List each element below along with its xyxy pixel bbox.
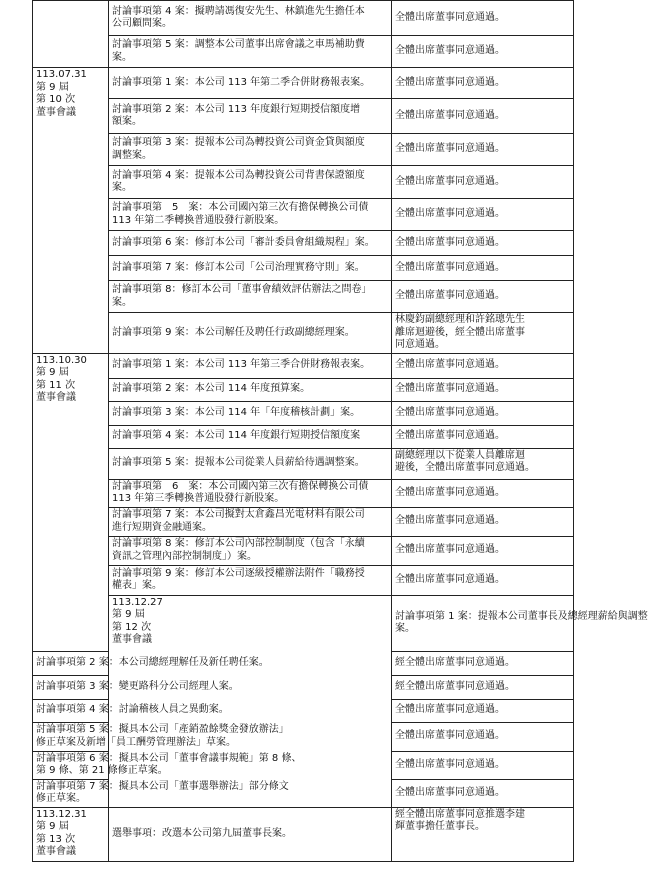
resolution-result bbox=[392, 479, 574, 507]
agenda-item-line: 第 9 條、第 21 條修正草案。 bbox=[36, 765, 168, 776]
agenda-item-line: 討論事項第 1 案：本公司 113 年第二季合併財務報表案。 bbox=[112, 76, 371, 88]
agenda-item bbox=[109, 807, 392, 861]
table-row bbox=[33, 353, 574, 378]
resolution-result-text: 全體出席董事同意通過。 bbox=[395, 143, 505, 155]
agenda-item bbox=[109, 199, 392, 231]
agenda-item bbox=[109, 313, 392, 354]
table-row bbox=[33, 199, 574, 231]
agenda-item-line: 額案。 bbox=[112, 116, 142, 127]
meeting-date: 113.10.30 bbox=[36, 354, 87, 366]
agenda-item bbox=[109, 134, 392, 166]
agenda-item-line: 討論事項第 2 案：本公司 113 年度銀行短期授信額度增 bbox=[112, 103, 361, 115]
resolution-result bbox=[392, 313, 574, 354]
table-row bbox=[33, 425, 574, 448]
table-row bbox=[33, 565, 574, 595]
resolution-result-text: 經全體出席董事同意通過。 bbox=[395, 656, 515, 668]
resolution-result-line: 避後，全體出席董事同意通過。 bbox=[395, 462, 535, 473]
agenda-item bbox=[109, 565, 392, 595]
resolution-result bbox=[392, 99, 574, 134]
table-row bbox=[33, 401, 574, 425]
agenda-item-line: 案。 bbox=[395, 623, 415, 634]
meeting-date: 113.07.31 bbox=[36, 69, 87, 80]
resolution-result bbox=[392, 779, 574, 807]
resolution-result bbox=[392, 751, 574, 779]
agenda-item-line: 公司顧問案。 bbox=[112, 18, 172, 29]
agenda-item bbox=[109, 99, 392, 134]
resolution-result-text: 經全體出席董事同意通過。 bbox=[395, 680, 515, 692]
agenda-item-line: 113 年第三季轉換普通股發行新股案。 bbox=[112, 493, 285, 504]
agenda-item bbox=[109, 281, 392, 313]
resolution-result bbox=[392, 565, 574, 595]
resolution-result-text: 全體出席董事同意通過。 bbox=[395, 486, 505, 498]
agenda-item-line: 調整案。 bbox=[112, 149, 152, 161]
resolution-result-text: 全體出席董事同意通過。 bbox=[395, 786, 505, 798]
agenda-item bbox=[109, 353, 392, 378]
agenda-item-line: 討論事項第 3 案：提報本公司為轉投資公司資金貸與額度 bbox=[112, 137, 365, 148]
agenda-item-line: 討論事項第 8：修訂本公司「董事會績效評估辦法之問卷」 bbox=[112, 284, 372, 295]
meeting-body: 董事會議 bbox=[36, 106, 76, 118]
agenda-item bbox=[109, 536, 392, 565]
table-row bbox=[33, 807, 574, 861]
resolution-result-text: 全體出席董事同意通過。 bbox=[395, 758, 505, 770]
resolution-result-line: 輝董事擔任董事長。 bbox=[395, 821, 485, 832]
agenda-item bbox=[109, 1, 392, 36]
meeting-cell-continued bbox=[33, 1, 109, 68]
table-row bbox=[33, 479, 574, 507]
agenda-item-line: 討論事項第 2 案：本公司 114 年度預算案。 bbox=[112, 383, 311, 395]
board-resolutions-table bbox=[32, 0, 648, 862]
table-row bbox=[33, 448, 574, 479]
agenda-item bbox=[109, 479, 392, 507]
agenda-item-line: 113 年第二季轉換普通股發行新股案。 bbox=[112, 214, 285, 226]
resolution-result bbox=[392, 199, 574, 231]
agenda-item bbox=[33, 699, 229, 722]
meeting-term: 第 9 屆 bbox=[112, 609, 145, 620]
agenda-item-line: 討論事項第 4 案：討論稽核人員之異動案。 bbox=[36, 704, 229, 716]
resolution-result bbox=[392, 231, 574, 256]
agenda-item bbox=[109, 401, 392, 425]
agenda-item bbox=[109, 507, 392, 536]
resolution-result-text: 全體出席董事同意通過。 bbox=[395, 730, 505, 742]
resolution-result bbox=[392, 353, 574, 378]
agenda-item bbox=[109, 68, 392, 99]
agenda-item-line: 討論事項第 3 案：變更路科分公司經理人案。 bbox=[36, 680, 239, 692]
resolution-result bbox=[392, 651, 574, 675]
meeting-cell bbox=[33, 807, 109, 861]
meeting-term: 第 9 屆 bbox=[36, 81, 69, 93]
agenda-item-line: 討論事項第 7 案：擬具本公司「董事選舉辦法」部分條文 bbox=[36, 780, 289, 792]
resolution-result-text: 全體出席董事同意通過。 bbox=[395, 175, 505, 187]
resolution-result bbox=[392, 507, 574, 536]
meeting-session: 第 13 次 bbox=[36, 833, 76, 845]
resolution-result bbox=[392, 68, 574, 99]
agenda-item-line: 討論事項第 4 案：本公司 114 年度銀行短期授信額度案 bbox=[112, 430, 361, 442]
agenda-item bbox=[33, 751, 302, 779]
meeting-cell bbox=[33, 68, 109, 354]
meeting-session: 第 10 次 bbox=[36, 94, 76, 105]
agenda-item-line: 討論事項第 4 案：擬聘請馮復安先生、林鎮進先生擔任本 bbox=[112, 5, 365, 17]
table-row bbox=[33, 313, 574, 354]
agenda-item bbox=[109, 425, 392, 448]
resolution-result-text: 全體出席董事同意通過。 bbox=[395, 383, 505, 395]
agenda-item-line: 討論事項第 3 案：本公司 114 年「年度稽核計劃」案。 bbox=[112, 406, 361, 418]
meeting-term: 第 9 屆 bbox=[36, 367, 69, 378]
resolution-result bbox=[392, 378, 574, 401]
agenda-item-line: 案。 bbox=[112, 51, 132, 63]
agenda-item bbox=[392, 595, 648, 651]
agenda-item-line: 案。 bbox=[112, 182, 132, 193]
resolution-result-text: 全體出席董事同意通過。 bbox=[395, 11, 505, 23]
resolution-result-text: 全體出席董事同意通過。 bbox=[395, 236, 505, 248]
table-row bbox=[33, 256, 574, 281]
resolution-result bbox=[392, 134, 574, 166]
resolution-result-text: 全體出席董事同意通過。 bbox=[395, 544, 505, 556]
resolution-result-line: 副總經理以下從業人員離席迴 bbox=[395, 449, 525, 461]
agenda-item-line: 討論事項第 7 案：修訂本公司「公司治理實務守則」案。 bbox=[112, 261, 365, 273]
resolution-result bbox=[392, 536, 574, 565]
resolution-result bbox=[392, 425, 574, 448]
agenda-item bbox=[33, 651, 269, 675]
table-row bbox=[33, 507, 574, 536]
agenda-item-line: 討論事項第 9 案：本公司解任及聘任行政副總經理案。 bbox=[112, 326, 355, 338]
agenda-item-line: 討論事項第 6 案：本公司國內第三次有擔保轉換公司債 bbox=[112, 480, 369, 492]
table-row bbox=[33, 281, 574, 313]
agenda-item-line: 資訊之管理內部控制制度」）案。 bbox=[112, 550, 257, 562]
agenda-item-line: 討論事項第 2 案：本公司總經理解任及新任聘任案。 bbox=[36, 656, 269, 668]
meeting-term: 第 9 屆 bbox=[36, 821, 69, 832]
agenda-item bbox=[109, 231, 392, 256]
agenda-item bbox=[109, 166, 392, 199]
resolution-result bbox=[392, 722, 574, 751]
agenda-item-line: 討論事項第 5 案：提報本公司從業人員薪給待遇調整案。 bbox=[112, 457, 365, 469]
table-row bbox=[33, 36, 574, 68]
resolution-result bbox=[392, 401, 574, 425]
resolution-result-text: 全體出席董事同意通過。 bbox=[395, 76, 505, 88]
agenda-item bbox=[109, 36, 392, 68]
agenda-item-line: 討論事項第 9 案：修訂本公司逐級授權辦法附件「職務授 bbox=[112, 567, 365, 579]
agenda-item-line: 討論事項第 7 案：本公司擬對太倉鑫昌光電材料有限公司 bbox=[112, 509, 365, 520]
meeting-date: 113.12.27 bbox=[112, 596, 163, 608]
table-row bbox=[33, 99, 574, 134]
resolution-result bbox=[392, 1, 574, 36]
resolution-result-text: 全體出席董事同意通過。 bbox=[395, 208, 505, 220]
agenda-item-line: 討論事項第 8 案：修訂本公司內部控制制度（包含「永續 bbox=[112, 538, 365, 549]
resolution-result-text: 全體出席董事同意通過。 bbox=[395, 109, 505, 121]
resolution-result-text: 全體出席董事同意通過。 bbox=[395, 45, 505, 57]
agenda-item-line: 討論事項第 5 案：擬具本公司「產銷盈餘獎金發放辦法」 bbox=[36, 724, 289, 735]
meeting-session: 第 11 次 bbox=[36, 379, 76, 391]
agenda-item bbox=[33, 779, 289, 807]
table-row bbox=[33, 595, 574, 651]
meeting-session: 第 12 次 bbox=[112, 621, 152, 633]
table-row bbox=[33, 231, 574, 256]
agenda-item bbox=[109, 256, 392, 281]
agenda-item-line: 討論事項第 1 案：本公司 113 年第三季合併財務報表案。 bbox=[112, 359, 371, 371]
agenda-item-line: 案。 bbox=[112, 296, 132, 308]
table-body bbox=[33, 1, 648, 862]
resolution-result-line: 離席迴避後，經全體出席董事 bbox=[395, 326, 525, 338]
agenda-item-line: 討論事項第 1 案：提報本公司董事長及總經理薪給與調整 bbox=[395, 610, 648, 622]
agenda-item-line: 權表」案。 bbox=[112, 580, 162, 591]
agenda-item-line: 修正草案及新增「員工酬勞管理辦法」草案。 bbox=[36, 736, 236, 748]
agenda-item-line: 討論事項第 4 案：提報本公司為轉投資公司背書保證額度 bbox=[112, 169, 365, 181]
agenda-item bbox=[109, 448, 392, 479]
resolution-result bbox=[392, 256, 574, 281]
agenda-item bbox=[109, 378, 392, 401]
table-row bbox=[33, 1, 574, 36]
resolution-result-line: 林慶鈞副總經理和許銘璁先生 bbox=[395, 314, 525, 325]
agenda-item-line: 討論事項第 6 案：擬具本公司「董事會議事規範」第 8 條、 bbox=[36, 752, 302, 764]
meeting-cell bbox=[33, 353, 109, 651]
resolution-result bbox=[392, 699, 574, 722]
resolution-result-line: 同意通過。 bbox=[395, 339, 445, 350]
meeting-date: 113.12.31 bbox=[36, 808, 87, 820]
resolution-result bbox=[392, 448, 574, 479]
agenda-item-line: 修正草案。 bbox=[36, 793, 86, 804]
resolution-result-text: 全體出席董事同意通過。 bbox=[395, 290, 505, 302]
resolution-result-text: 全體出席董事同意通過。 bbox=[395, 359, 505, 371]
meeting-body: 董事會議 bbox=[36, 846, 76, 857]
resolution-result-text: 全體出席董事同意通過。 bbox=[395, 406, 505, 418]
resolution-result bbox=[392, 807, 574, 861]
agenda-item-line: 討論事項第 5 案：調整本公司董事出席會議之車馬補助費 bbox=[112, 39, 365, 50]
resolution-result bbox=[392, 675, 574, 699]
resolution-result-text: 全體出席董事同意通過。 bbox=[395, 430, 505, 442]
table-row bbox=[33, 134, 574, 166]
resolution-result bbox=[392, 36, 574, 68]
table-row bbox=[33, 166, 574, 199]
agenda-item-line: 討論事項第 5 案：本公司國內第三次有擔保轉換公司債 bbox=[112, 202, 369, 213]
meeting-body: 董事會議 bbox=[112, 634, 152, 645]
agenda-item-line: 討論事項第 6 案：修訂本公司「審計委員會組織規程」案。 bbox=[112, 236, 375, 248]
table-row bbox=[33, 68, 574, 99]
resolution-result-text: 全體出席董事同意通過。 bbox=[395, 261, 505, 273]
agenda-item bbox=[33, 675, 239, 699]
resolution-result-text: 全體出席董事同意通過。 bbox=[395, 704, 505, 716]
resolution-result-text: 全體出席董事同意通過。 bbox=[395, 573, 505, 585]
agenda-item-line: 選舉事項：改選本公司第九屆董事長案。 bbox=[112, 827, 292, 839]
resolution-result-line: 經全體出席董事同意推選李建 bbox=[395, 808, 525, 820]
agenda-item bbox=[33, 722, 289, 751]
agenda-item-line: 進行短期資金融通案。 bbox=[112, 521, 212, 533]
meeting-body: 董事會議 bbox=[36, 392, 76, 403]
resolution-result-text: 全體出席董事同意通過。 bbox=[395, 515, 505, 527]
table-row bbox=[33, 378, 574, 401]
resolution-result bbox=[392, 281, 574, 313]
table-row bbox=[33, 536, 574, 565]
resolution-result bbox=[392, 166, 574, 199]
